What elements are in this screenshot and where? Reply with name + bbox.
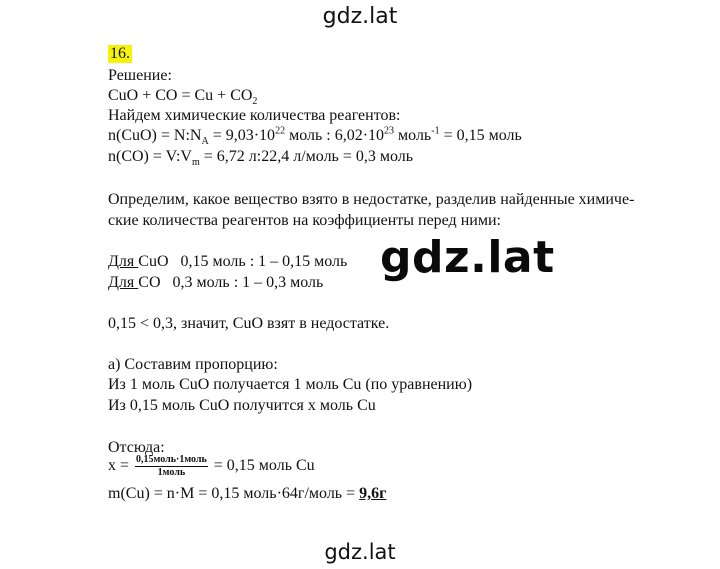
fraction-denominator: 1моль bbox=[157, 467, 186, 478]
watermark-center: gdz.lat bbox=[380, 232, 555, 283]
proportion-line1: Из 1 моль CuO получается 1 моль Cu (по уравнению) bbox=[108, 376, 473, 393]
equation-subscript: 2 bbox=[252, 96, 258, 108]
watermark-top: gdz.lat bbox=[322, 4, 398, 29]
for-cuo-value: 0,15 моль : 1 – 0,15 моль bbox=[168, 253, 348, 270]
n-cuo-sub-a: A bbox=[201, 136, 209, 148]
n-cuo-sup-d: -1 bbox=[431, 125, 440, 137]
n-cuo-part-a: n(CuO) = N:N bbox=[108, 127, 202, 144]
x-calculation bbox=[108, 454, 315, 479]
mass-calculation bbox=[108, 484, 386, 504]
watermark-bottom: gdz.lat bbox=[324, 540, 396, 564]
deficit-conclusion: 0,15 < 0,3, значит, CuO взят в недостатке. bbox=[108, 315, 390, 332]
hence-label: Отсюда: bbox=[108, 439, 165, 456]
proportion-line2: Из 0,15 моль CuO получится x моль Cu bbox=[108, 397, 376, 414]
n-cuo-sup-c: 23 bbox=[384, 125, 395, 137]
mass-text: m(Cu) = n·M = 0,15 моль·64г/моль = bbox=[108, 485, 360, 502]
equation-text: CuO + CO = Cu + CO bbox=[108, 87, 253, 104]
for-cuo-label: Для bbox=[108, 253, 139, 270]
task-number-line bbox=[108, 44, 132, 64]
solution-heading: Решение: bbox=[108, 67, 172, 84]
task-number: 16. bbox=[110, 45, 130, 62]
for-co-substance: CO bbox=[138, 274, 161, 291]
n-cuo-part-e: = 0,15 моль bbox=[439, 127, 522, 144]
deficit-text-line2: ские количества реагентов на коэффициенты перед ними: bbox=[108, 212, 501, 229]
for-co-line bbox=[108, 273, 323, 293]
for-co-value: 0,3 моль : 1 – 0,3 моль bbox=[160, 274, 324, 291]
final-answer: 9,6г bbox=[359, 485, 387, 502]
x-fraction bbox=[135, 454, 208, 479]
x-lhs: x = bbox=[108, 457, 134, 475]
n-co-part-a: n(CO) = V:V bbox=[108, 148, 192, 165]
find-amounts-text: Найдем химические количества реагентов: bbox=[108, 107, 401, 124]
reaction-equation bbox=[108, 86, 257, 106]
for-cuo-line bbox=[108, 252, 347, 272]
for-cuo-substance: CuO bbox=[138, 253, 169, 270]
n-co-sub-a: m bbox=[191, 157, 200, 169]
fraction-numerator: 0,15моль·1моль bbox=[136, 454, 207, 465]
n-co-part-b: = 6,72 л:22,4 л/моль = 0,3 моль bbox=[199, 148, 414, 165]
deficit-text-line1: Определим, какое вещество взято в недостатке, разделив найденные химиче- bbox=[108, 191, 635, 208]
n-cuo-calculation bbox=[108, 126, 522, 146]
n-cuo-sup-b: 22 bbox=[275, 125, 286, 137]
for-co-label: Для bbox=[108, 274, 139, 291]
n-cuo-part-b: = 9,03·10 bbox=[208, 127, 276, 144]
n-cuo-part-c: моль : 6,02·10 bbox=[285, 127, 385, 144]
n-cuo-part-d: моль bbox=[394, 127, 432, 144]
n-co-calculation bbox=[108, 147, 413, 167]
part-a-heading: а) Составим пропорцию: bbox=[108, 356, 278, 373]
x-rhs: = 0,15 моль Cu bbox=[209, 457, 315, 475]
